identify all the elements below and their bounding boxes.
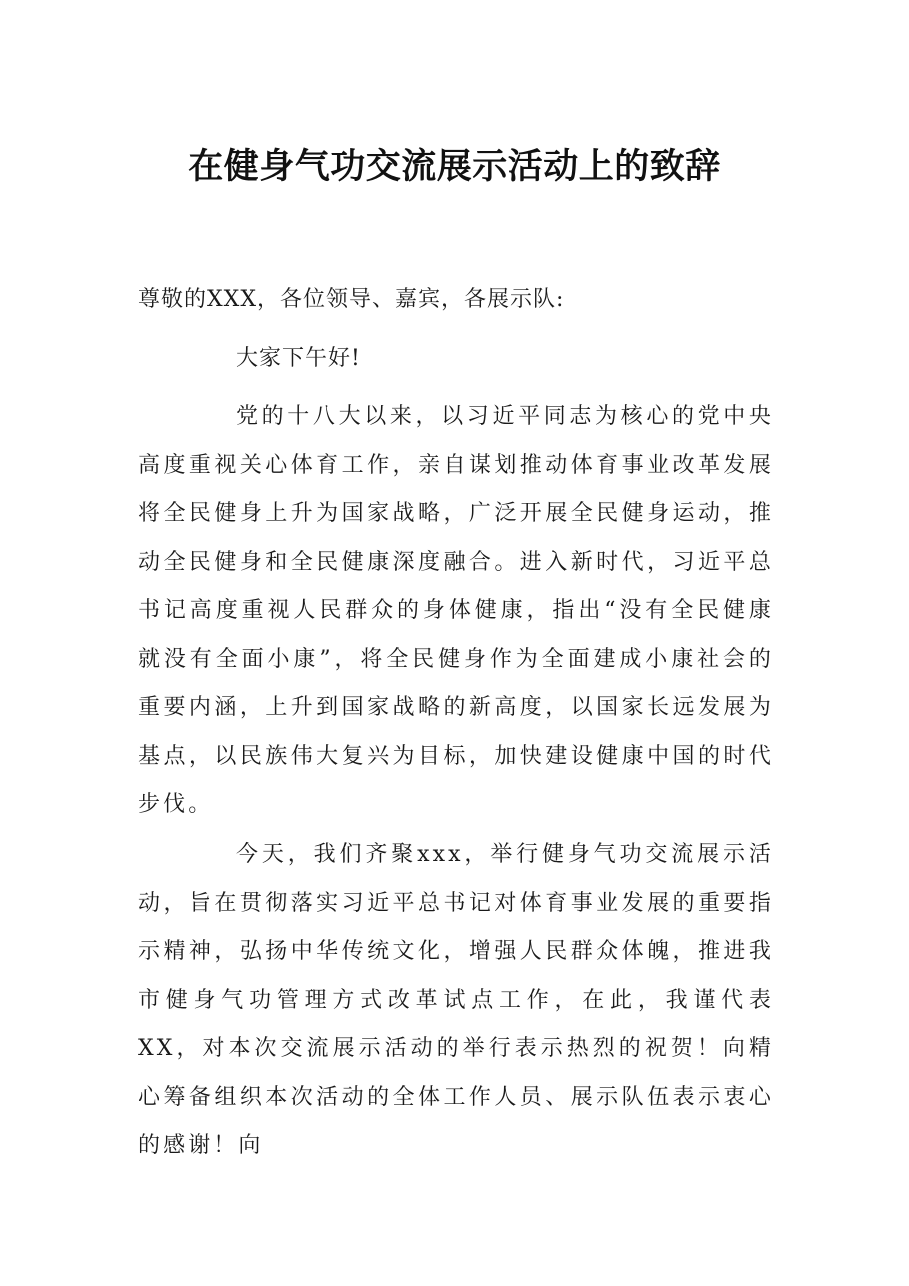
paragraph-2: 今天，我们齐聚xxx，举行健身气功交流展示活动，旨在贯彻落实习近平总书记对体育事业发展的重要指示精神，弘扬中华传统文化，增强人民群众体魄，推进我市健身气功管理方式改革试点工作，在此，我谨代表XX，对本次交流展示活动的举行表示热烈的祝贺！向精心筹备组织本次活动的全体工作人员、展示队伍表示衷心的感谢！向: [138, 842, 774, 1158]
greeting: 大家下午好!: [236, 346, 361, 371]
salutation: 尊敬的XXX，各位领导、嘉宾，各展示队:: [138, 287, 565, 312]
paragraph-1: 党的十八大以来，以习近平同志为核心的党中央高度重视关心体育工作，亲自谋划推动体育事业改革发展将全民健身上升为国家战略，广泛开展全民健身运动，推动全民健身和全民健康深度融合。进入新时代，习近平总书记高度重视人民群众的身体健康，指出“没有全民健康就没有全面小康”，将全民健身作为全面建成小康社会的重要内涵，上升到国家战略的新高度，以国家长远发展为基点，以民族伟大复兴为目标，加快建设健康中国的时代步伐。: [138, 404, 774, 817]
document-title: 在健身气功交流展示活动上的致辞: [188, 146, 721, 187]
